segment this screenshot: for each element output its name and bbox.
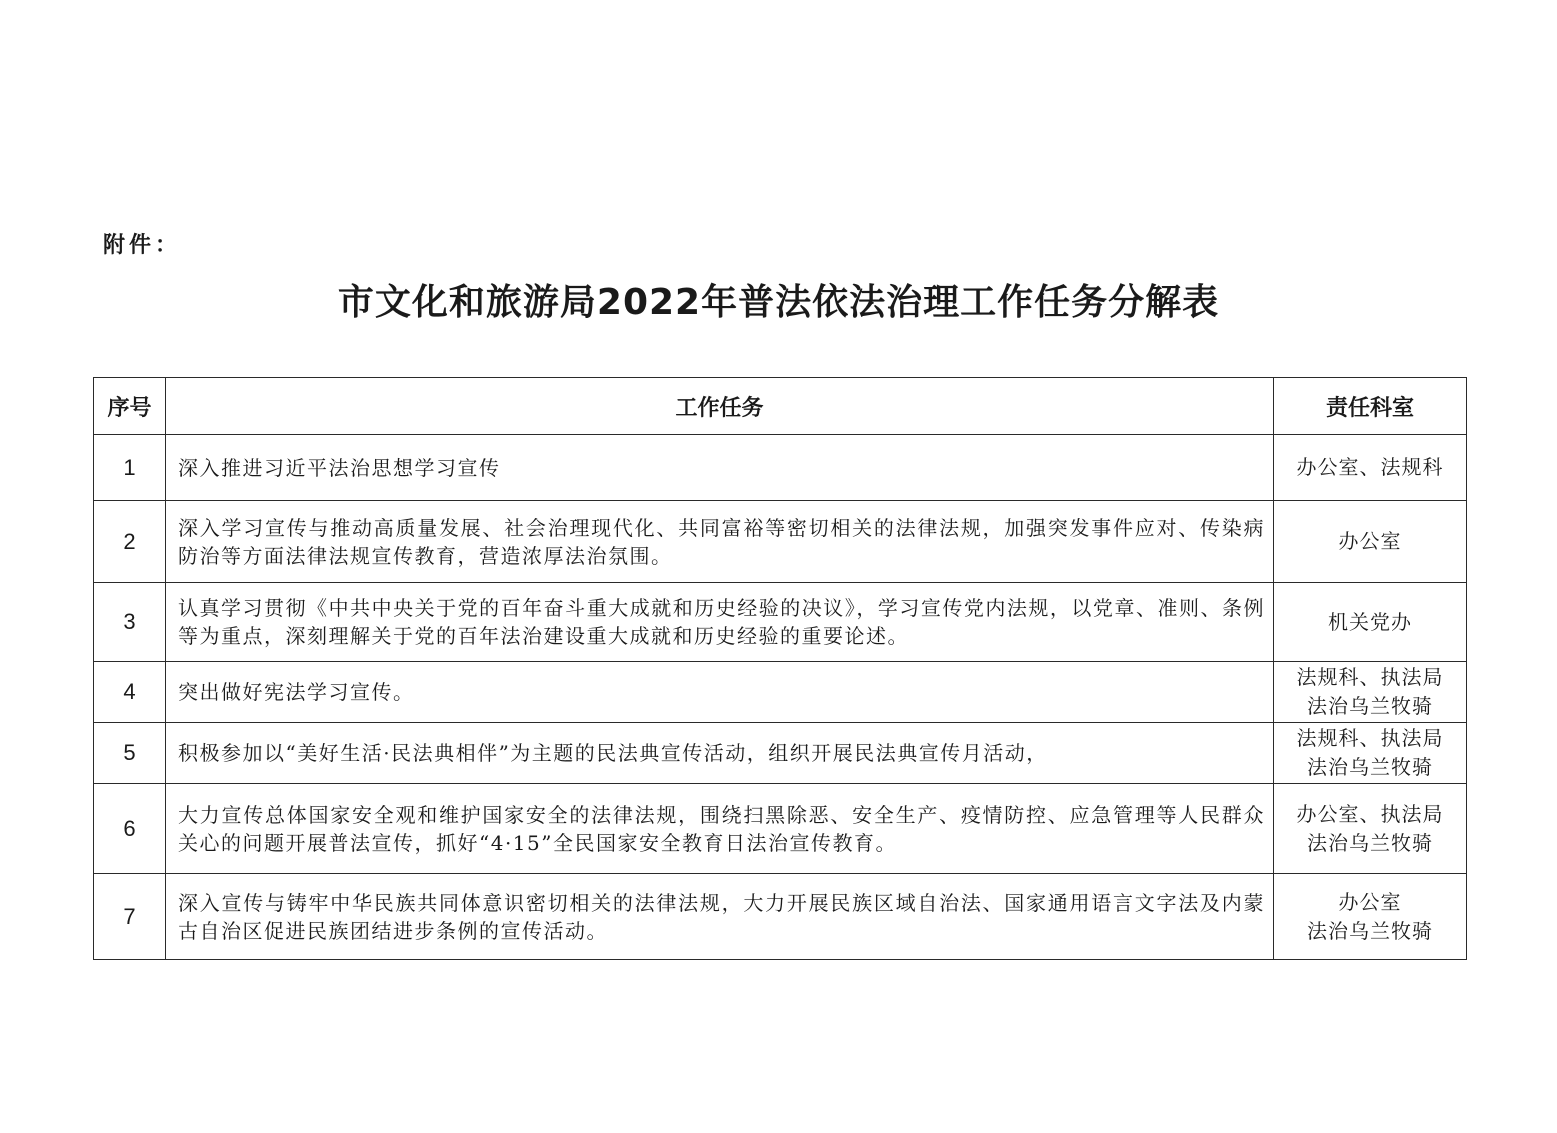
table-header-row xyxy=(94,378,1467,435)
row-responsible-dept: 办公室 法治乌兰牧骑 xyxy=(1274,874,1467,960)
row-responsible-dept: 办公室、法规科 xyxy=(1274,435,1467,501)
row-responsible-dept: 法规科、执法局 法治乌兰牧骑 xyxy=(1274,723,1467,784)
header-work-task: 工作任务 xyxy=(166,378,1274,435)
row-responsible-dept: 办公室、执法局 法治乌兰牧骑 xyxy=(1274,784,1467,874)
task-breakdown-table xyxy=(93,377,1467,960)
row-responsible-dept: 法规科、执法局 法治乌兰牧骑 xyxy=(1274,662,1467,723)
header-responsible-dept: 责任科室 xyxy=(1274,378,1467,435)
row-serial-number: 1 xyxy=(94,435,166,501)
row-responsible-dept: 办公室 xyxy=(1274,501,1467,583)
table-row xyxy=(94,784,1467,874)
row-serial-number: 6 xyxy=(94,784,166,874)
row-task-text: 突出做好宪法学习宣传。 xyxy=(166,662,1274,723)
row-serial-number: 3 xyxy=(94,583,166,662)
row-serial-number: 2 xyxy=(94,501,166,583)
row-serial-number: 5 xyxy=(94,723,166,784)
table-row xyxy=(94,723,1467,784)
row-task-text: 认真学习贯彻《中共中央关于党的百年奋斗重大成就和历史经验的决议》，学习宣传党内法规，以党章、准则、条例等为重点，深刻理解关于党的百年法治建设重大成就和历史经验的重要论述。 xyxy=(166,583,1274,662)
header-serial-number: 序号 xyxy=(94,378,166,435)
row-task-text: 大力宣传总体国家安全观和维护国家安全的法律法规，围绕扫黑除恶、安全生产、疫情防控、应急管理等人民群众关心的问题开展普法宣传，抓好“4·15”全民国家安全教育日法治宣传教育。 xyxy=(166,784,1274,874)
attachment-label: 附件： xyxy=(103,233,182,258)
row-task-text: 深入学习宣传与推动高质量发展、社会治理现代化、共同富裕等密切相关的法律法规，加强突发事件应对、传染病防治等方面法律法规宣传教育，营造浓厚法治氛围。 xyxy=(166,501,1274,583)
table-row xyxy=(94,501,1467,583)
row-responsible-dept: 机关党办 xyxy=(1274,583,1467,662)
document-title: 市文化和旅游局2022年普法依法治理工作任务分解表 xyxy=(337,282,1220,323)
table-row xyxy=(94,583,1467,662)
table-row xyxy=(94,662,1467,723)
row-serial-number: 4 xyxy=(94,662,166,723)
row-task-text: 深入宣传与铸牢中华民族共同体意识密切相关的法律法规，大力开展民族区域自治法、国家通用语言文字法及内蒙古自治区促进民族团结进步条例的宣传活动。 xyxy=(166,874,1274,960)
table-row xyxy=(94,435,1467,501)
table-row xyxy=(94,874,1467,960)
row-task-text: 深入推进习近平法治思想学习宣传 xyxy=(166,435,1274,501)
row-serial-number: 7 xyxy=(94,874,166,960)
row-task-text: 积极参加以“美好生活·民法典相伴”为主题的民法典宣传活动，组织开展民法典宣传月活动， xyxy=(166,723,1274,784)
